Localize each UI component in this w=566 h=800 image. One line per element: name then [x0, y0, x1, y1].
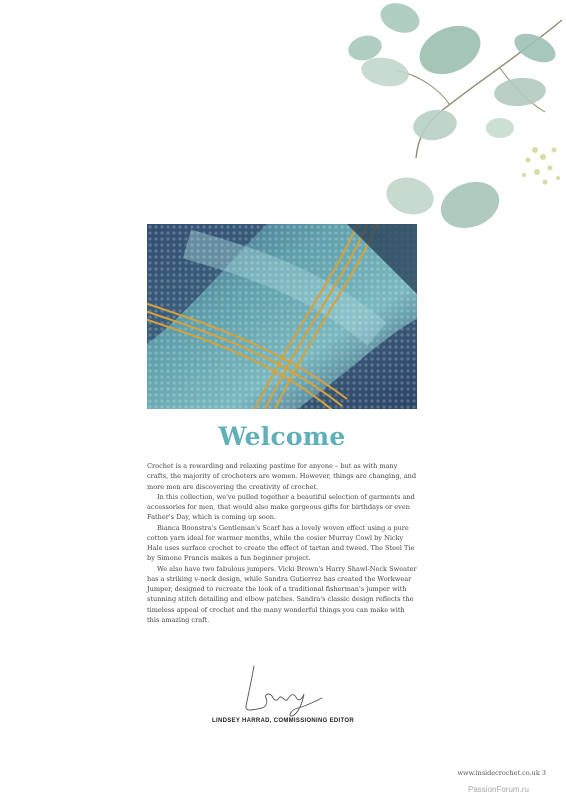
signature-caption: LINDSEY HARRAD, COMMISSIONING EDITOR	[212, 718, 354, 724]
editorial-body	[147, 461, 419, 625]
eucalyptus-illustration	[340, 0, 566, 240]
page-title: Welcome	[218, 422, 346, 451]
footer-url: www.insidecrochet.co.uk	[457, 769, 540, 777]
crochet-scarf-photo	[147, 224, 417, 409]
paragraph-intro: Crochet is a rewarding and relaxing pastime for anyone – but as with many crafts, the majority of crocheters are women. However, things are changing, and more men are discovering the creativity of crochet.	[147, 462, 417, 491]
paragraph-accessories: Bianca Boonstra's Gentleman's Scarf has a lovely woven effect using a pure cotton yarn ideal for warmer months, while the cosier Murray Cowl by Nicky Hale uses surface crochet to create the effect of tartan and tweed. The Steel Tie by Simone Francis makes a fun beginner project.	[147, 523, 415, 563]
editor-signature	[232, 662, 328, 718]
watermark: PassionForum.ru	[468, 785, 529, 794]
page-footer	[457, 769, 546, 777]
paragraph-jumpers: We also have two fabulous jumpers. Vicki Brown's Harry Shawl-Neck Sweater has a striking v-neck design, while Sandra Gutierrez has created the Workwear Jumper, designed to recreate the look of a traditional fisherman's jumper with stunning stitch detailing and elbow patches. Sandra's classic design reflects the timeless appeal of crochet and the many wonderful things you can make with this amazing craft.	[147, 564, 417, 624]
paragraph-collection: In this collection, we've pulled together a beautiful selection of garments and accessories for men, that would also make gorgeous gifts for birthdays or even Father's Day, which is coming up soon.	[147, 492, 415, 522]
page-number: 3	[541, 769, 546, 777]
